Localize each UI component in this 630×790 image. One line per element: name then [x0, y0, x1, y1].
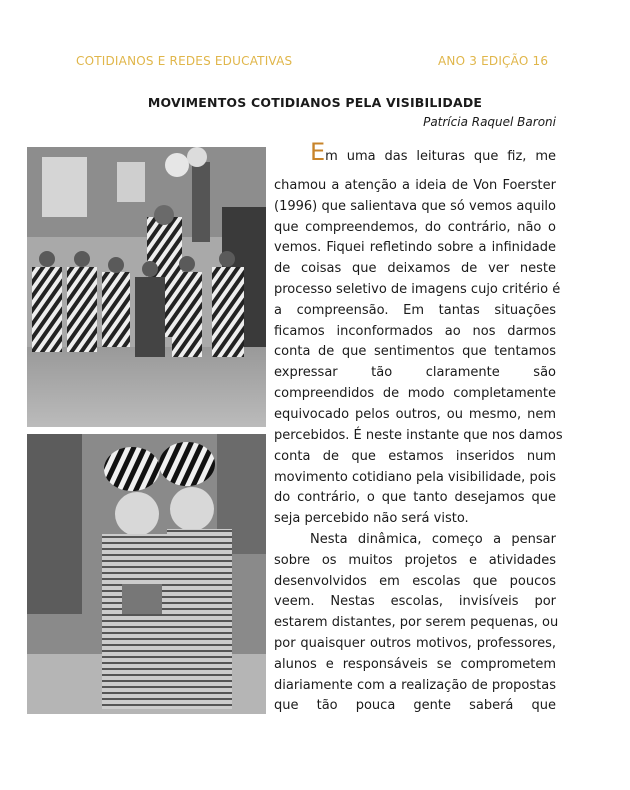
text-line: equivocado pelos outros, ou mesmo, nem — [274, 406, 556, 422]
text-line: movimento cotidiano pela visibilidade, pois — [274, 469, 557, 485]
text-line: de coisas que deixamos de ver neste — [274, 261, 556, 277]
text-line: conta de que estamos inseridos num — [274, 448, 556, 464]
text-line: sobre os muitos projetos e atividades — [274, 552, 556, 568]
text-line: estarem distantes, por serem pequenas, ou — [274, 615, 559, 631]
text-line: vemos. Fiquei refletindo sobre a infinidade — [274, 240, 556, 256]
photo-children-group — [27, 147, 266, 427]
text-line: chamou a atenção a ideia de Von Foerster — [274, 178, 556, 193]
text-line: processo seletivo de imagens cujo critério é — [274, 281, 561, 297]
text-line: percebidos. É neste instante que nos damos — [274, 428, 563, 443]
article-first-line — [310, 138, 556, 166]
first-line-text: m uma das leituras que fiz, me — [325, 149, 556, 164]
text-line: conta de que sentimentos que tentamos — [274, 344, 556, 360]
paragraph-2 — [274, 530, 559, 717]
text-line: seja percebido não será visto. — [274, 511, 469, 527]
journal-name: COTIDIANOS E REDES EDUCATIVAS — [76, 54, 293, 68]
text-line: por quaisquer outros motivos, professores, — [274, 635, 556, 651]
article-title: MOVIMENTOS COTIDIANOS PELA VISIBILIDADE — [147, 95, 483, 110]
paragraph-1-continued — [274, 426, 563, 530]
text-line: veem. Nestas escolas, invisíveis por — [274, 594, 556, 610]
text-line: diariamente com a realização de propostas — [274, 677, 556, 693]
text-line: expressar tão claramente são — [274, 365, 556, 381]
article-author: Patrícia Raquel Baroni — [423, 115, 556, 129]
text-line: que tão pouca gente saberá que — [274, 698, 556, 714]
text-line: desenvolvidos em escolas que poucos — [274, 573, 556, 589]
text-line: ficamos inconformados ao nos darmos — [274, 323, 556, 339]
text-line: do contrário, o que tanto desejamos que — [274, 490, 556, 506]
text-line: que compreendemos, do contrário, não o — [274, 219, 556, 235]
text-line: alunos e responsáveis se comprometem — [274, 656, 556, 672]
issue-label: ANO 3 EDIÇÃO 16 — [438, 54, 549, 68]
drop-cap: E — [310, 138, 326, 166]
photo-two-girls — [27, 434, 266, 714]
paragraph-1 — [274, 176, 561, 426]
text-line: (1996) que salientava que só vemos aquilo — [274, 198, 556, 214]
text-line: Nesta dinâmica, começo a pensar — [310, 532, 556, 547]
text-line: compreendidos de modo completamente — [274, 385, 556, 401]
text-line: a compreensão. Em tantas situações — [274, 302, 556, 318]
